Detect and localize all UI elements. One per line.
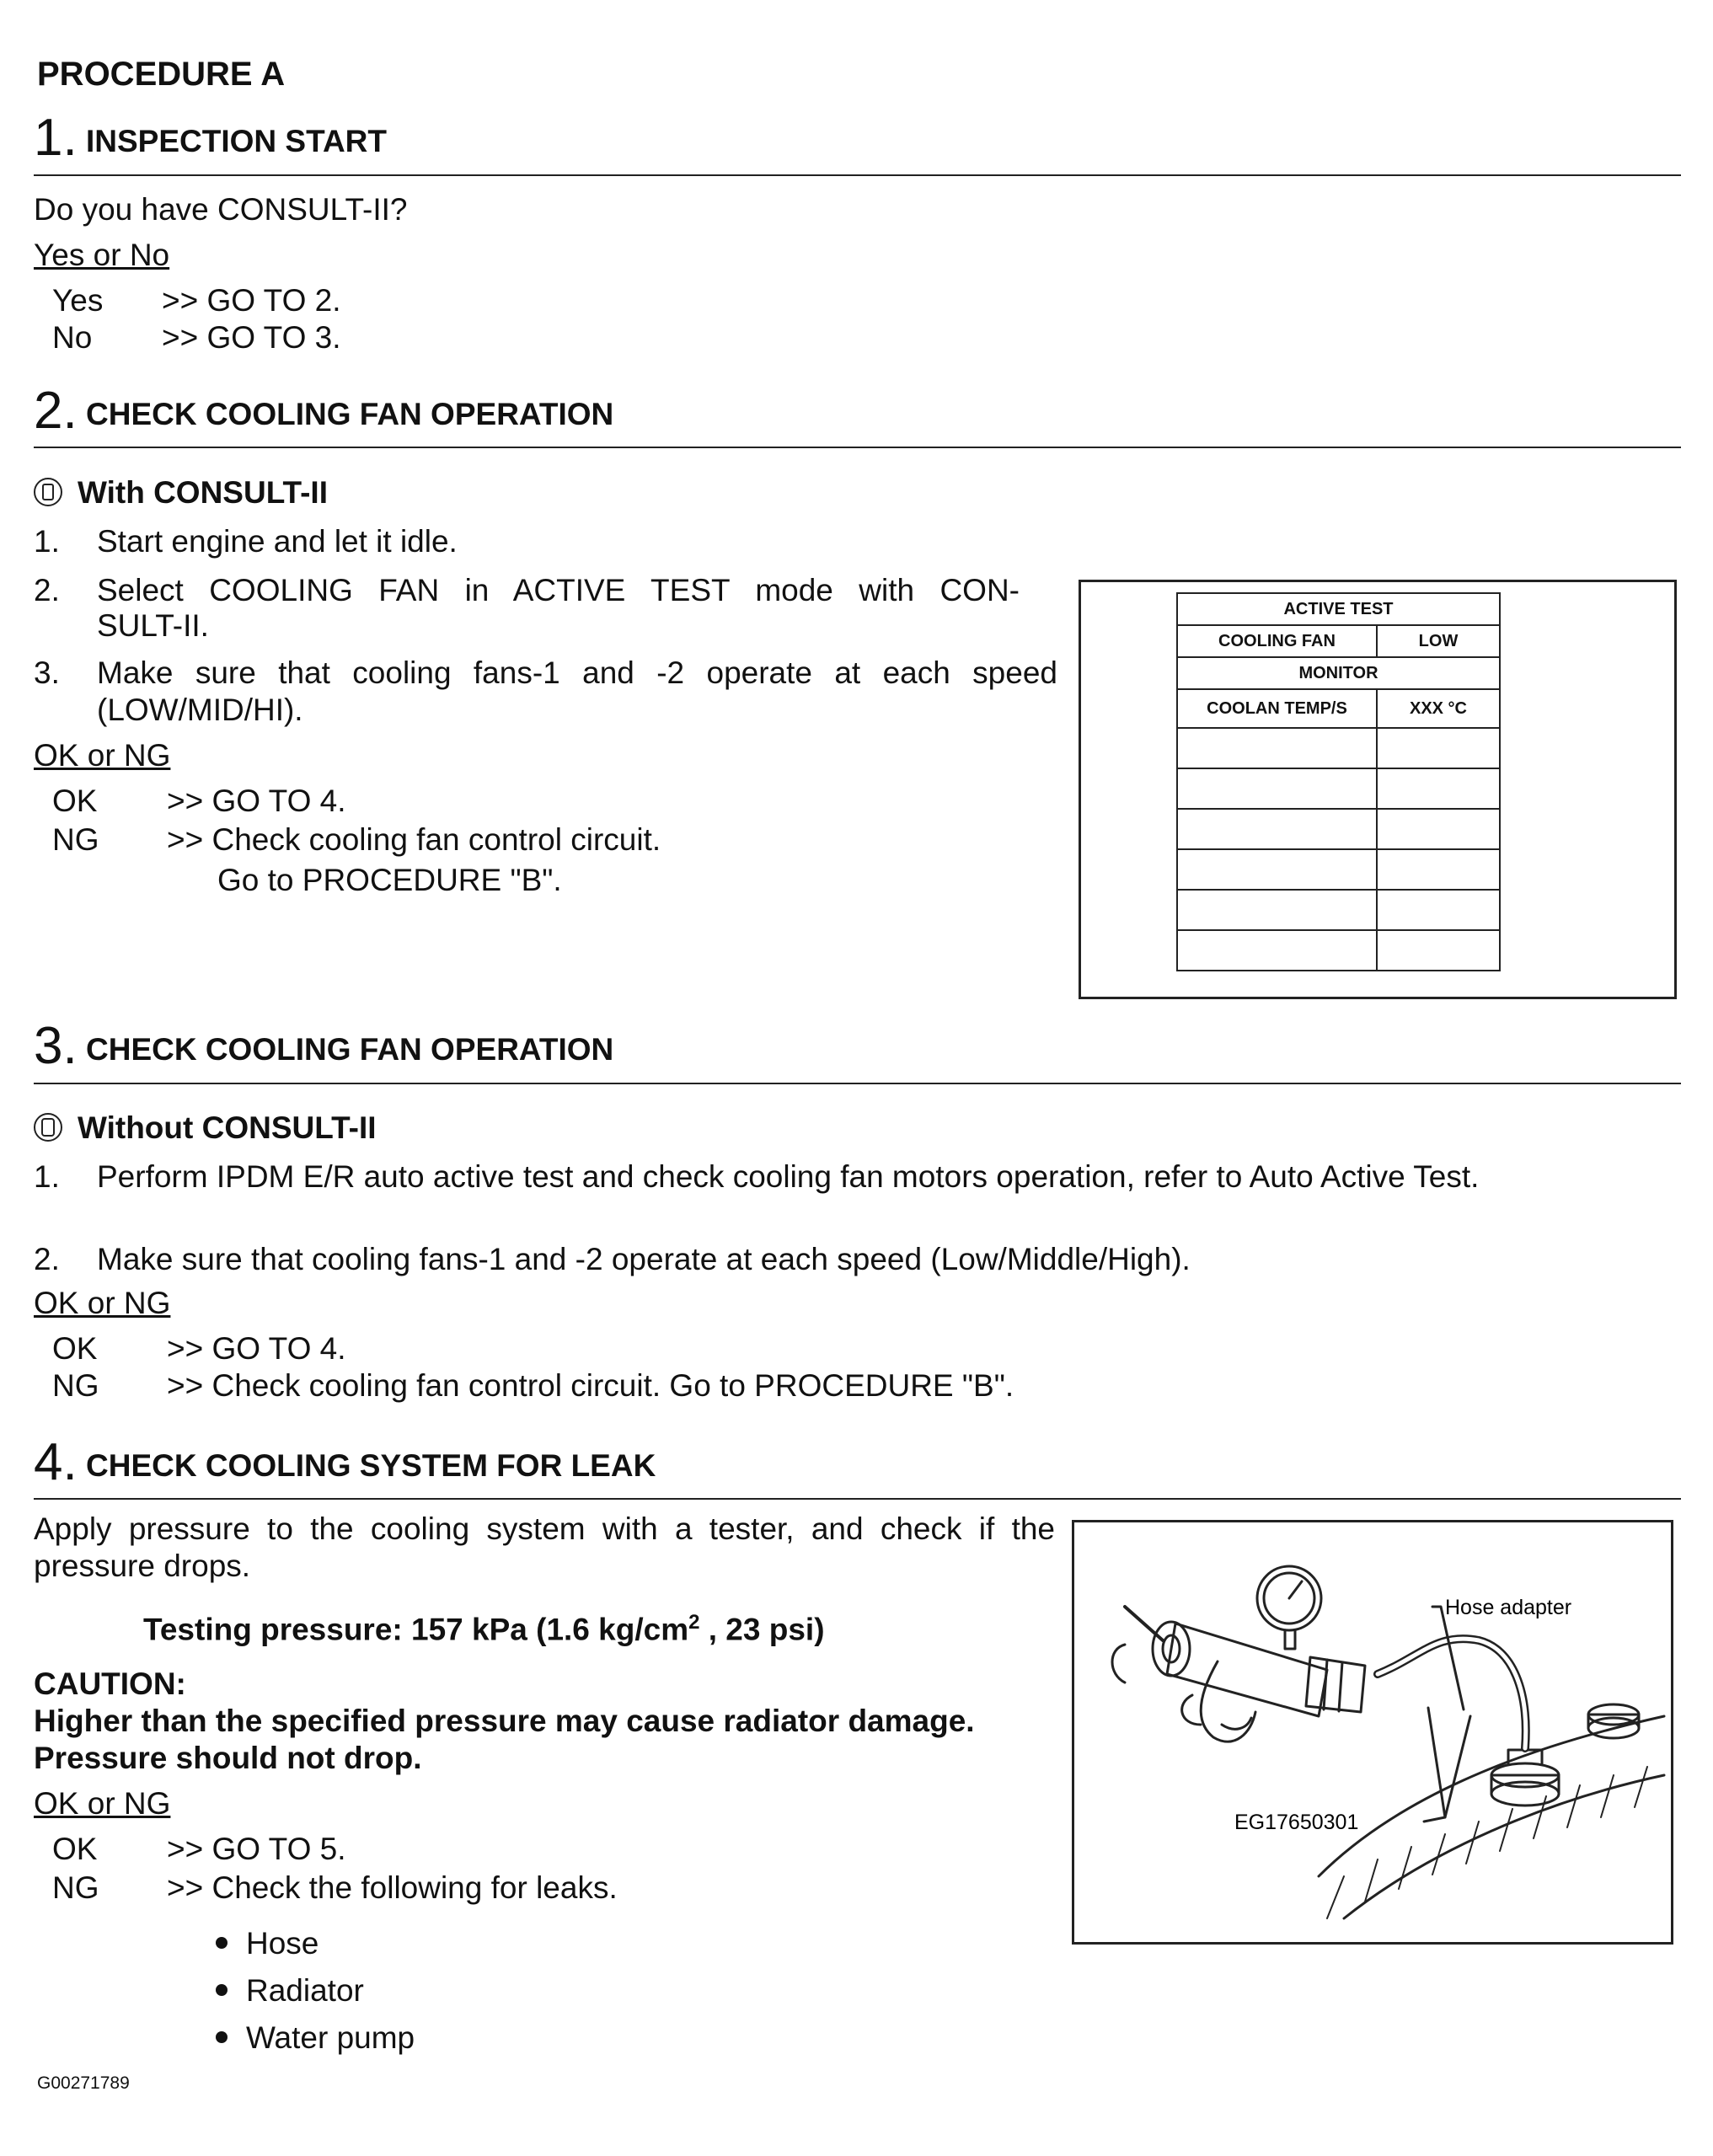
active-test-item: COOLING FAN: [1177, 625, 1377, 657]
step2-answer-ng: [52, 822, 661, 858]
monitor-value: XXX °C: [1377, 689, 1500, 728]
pressure-suffix: , 23 psi): [699, 1612, 825, 1647]
pressure-tester-figure: [1072, 1520, 1673, 1945]
step2-answer-ok: [52, 784, 346, 819]
bullet-icon: [216, 2031, 228, 2043]
active-test-item-value: LOW: [1377, 625, 1500, 657]
pressure-prefix: Testing pressure: 157 kPa (1.6 kg/cm: [143, 1612, 689, 1647]
item-text: Make sure that cooling fans-1 and -2 operate at each speed (Low/Middle/High).: [97, 1242, 1191, 1276]
step3-mode: [34, 1110, 377, 1146]
bullet-icon: [216, 1984, 228, 1996]
answer-label: NG: [52, 1870, 99, 1905]
answer-label: NG: [52, 1368, 99, 1403]
step2-item-3-cont: (LOW/MID/HI).: [97, 693, 303, 727]
leak-item-label: Radiator: [246, 1973, 364, 2008]
item-number: 1.: [34, 524, 60, 559]
table-cell: [1377, 728, 1500, 768]
answer-label: NG: [52, 822, 99, 857]
step1-question: Do you have CONSULT-II?: [34, 192, 408, 227]
step2-choice: OK or NG: [34, 738, 171, 773]
item-text: Perform IPDM E/R auto active test and check cooling fan motors operation, refer to Auto Active Test.: [97, 1159, 1480, 1194]
step2-answer-ng-cont: Go to PROCEDURE "B".: [217, 863, 562, 897]
answer-text: >> Check cooling fan control circuit.: [167, 822, 661, 857]
step4-answer-ok: [52, 1832, 346, 1867]
step3-heading: [34, 1016, 613, 1076]
step1-heading: [34, 108, 387, 168]
table-cell: [1377, 930, 1500, 971]
answer-text: >> GO TO 3.: [162, 320, 341, 355]
testing-pressure: [143, 1611, 825, 1647]
caution-title: CAUTION:: [34, 1666, 186, 1701]
item-number: 2.: [34, 1242, 60, 1276]
item-number: 1.: [34, 1159, 60, 1194]
intro-line-1: Apply pressure to the cooling system with a tester, and check if the: [34, 1511, 1055, 1546]
caution-line-2: Pressure should not drop.: [34, 1741, 422, 1775]
item-number: 3.: [34, 655, 60, 690]
item-text: Make sure that cooling fans-1 and -2 operate at each speed: [97, 655, 1057, 690]
step4-intro-cont: pressure drops.: [34, 1549, 251, 1583]
step1-answer-yes: [52, 283, 341, 318]
active-test-header: ACTIVE TEST: [1177, 593, 1500, 625]
procedure-title: PROCEDURE A: [37, 56, 286, 93]
leak-item: [216, 1973, 364, 2009]
leak-item-label: Water pump: [246, 2020, 415, 2055]
monitor-header: MONITOR: [1177, 657, 1500, 689]
step2-item-1: [34, 524, 458, 559]
table-cell: [1377, 768, 1500, 809]
step1-title: INSPECTION START: [86, 124, 387, 158]
step3-answer-ng: [52, 1368, 1014, 1404]
step2-item-3: [34, 655, 1062, 691]
answer-text: >> GO TO 5.: [167, 1832, 346, 1866]
step3-divider: [34, 1083, 1681, 1084]
footer-code: G00271789: [37, 2073, 130, 2093]
step2-heading: [34, 381, 613, 441]
step1-divider: [34, 174, 1681, 176]
step2-title: CHECK COOLING FAN OPERATION: [86, 397, 614, 431]
answer-label: Yes: [52, 283, 104, 318]
step2-item-2-cont: SULT-II.: [97, 608, 209, 643]
step4-divider: [34, 1498, 1681, 1500]
step3-item-1: [34, 1159, 1479, 1195]
step2-divider: [34, 447, 1681, 448]
step4-choice: OK or NG: [34, 1786, 171, 1821]
hose-adapter-label: Hose adapter: [1445, 1596, 1572, 1619]
step3-title: CHECK COOLING FAN OPERATION: [86, 1032, 614, 1067]
answer-label: OK: [52, 1832, 98, 1866]
table-cell: [1377, 890, 1500, 930]
pressure-tester-illustration: [1074, 1522, 1671, 1942]
answer-text: >> GO TO 4.: [167, 784, 346, 818]
pressure-sup: 2: [688, 1611, 700, 1634]
table-cell: [1177, 890, 1377, 930]
monitor-item: COOLAN TEMP/S: [1177, 689, 1377, 728]
answer-text: >> GO TO 4.: [167, 1331, 346, 1366]
answer-label: OK: [52, 784, 98, 818]
table-cell: [1177, 930, 1377, 971]
consult-tester-icon: [34, 478, 62, 506]
caution-line-1: Higher than the specified pressure may cause radiator damage.: [34, 1704, 975, 1738]
step2-mode: [34, 475, 328, 511]
bullet-icon: [216, 1937, 228, 1949]
item-number: 2.: [34, 573, 60, 607]
answer-text: >> GO TO 2.: [162, 283, 341, 318]
step4-heading: [34, 1432, 656, 1492]
step2-mode-label: With CONSULT-II: [78, 475, 328, 510]
step3-mode-label: Without CONSULT-II: [78, 1110, 377, 1145]
step1-answer-no: [52, 320, 341, 356]
active-test-table: [1176, 592, 1501, 971]
step4-title: CHECK COOLING SYSTEM FOR LEAK: [86, 1448, 656, 1483]
table-cell: [1177, 728, 1377, 768]
step3-answer-ok: [52, 1331, 346, 1367]
step3-number: 3.: [34, 1017, 78, 1075]
table-cell: [1177, 768, 1377, 809]
leak-item: [216, 1926, 319, 1961]
step4-intro: [34, 1511, 1055, 1547]
step1-number: 1.: [34, 109, 78, 167]
leak-item-label: Hose: [246, 1926, 319, 1961]
table-cell: [1177, 809, 1377, 849]
table-cell: [1377, 849, 1500, 890]
step4-number: 4.: [34, 1433, 78, 1491]
part-code-label: EG17650301: [1234, 1811, 1359, 1834]
answer-label: OK: [52, 1331, 98, 1366]
step3-item-2: [34, 1242, 1191, 1277]
answer-text: >> Check cooling fan control circuit. Go to PROCEDURE "B".: [167, 1368, 1014, 1403]
leak-item: [216, 2020, 415, 2056]
answer-text: >> Check the following for leaks.: [167, 1870, 618, 1905]
item-text: Select COOLING FAN in ACTIVE TEST mode with CON-: [97, 573, 1020, 607]
answer-label: No: [52, 320, 93, 355]
step4-answer-ng: [52, 1870, 618, 1906]
table-cell: [1177, 849, 1377, 890]
step3-choice: OK or NG: [34, 1286, 171, 1320]
active-test-figure: [1079, 580, 1677, 999]
table-cell: [1377, 809, 1500, 849]
step1-choice: Yes or No: [34, 238, 170, 272]
item-text: Start engine and let it idle.: [97, 524, 458, 559]
no-consult-icon: [34, 1113, 62, 1142]
step2-number: 2.: [34, 382, 78, 440]
step2-item-2: [34, 573, 1062, 608]
